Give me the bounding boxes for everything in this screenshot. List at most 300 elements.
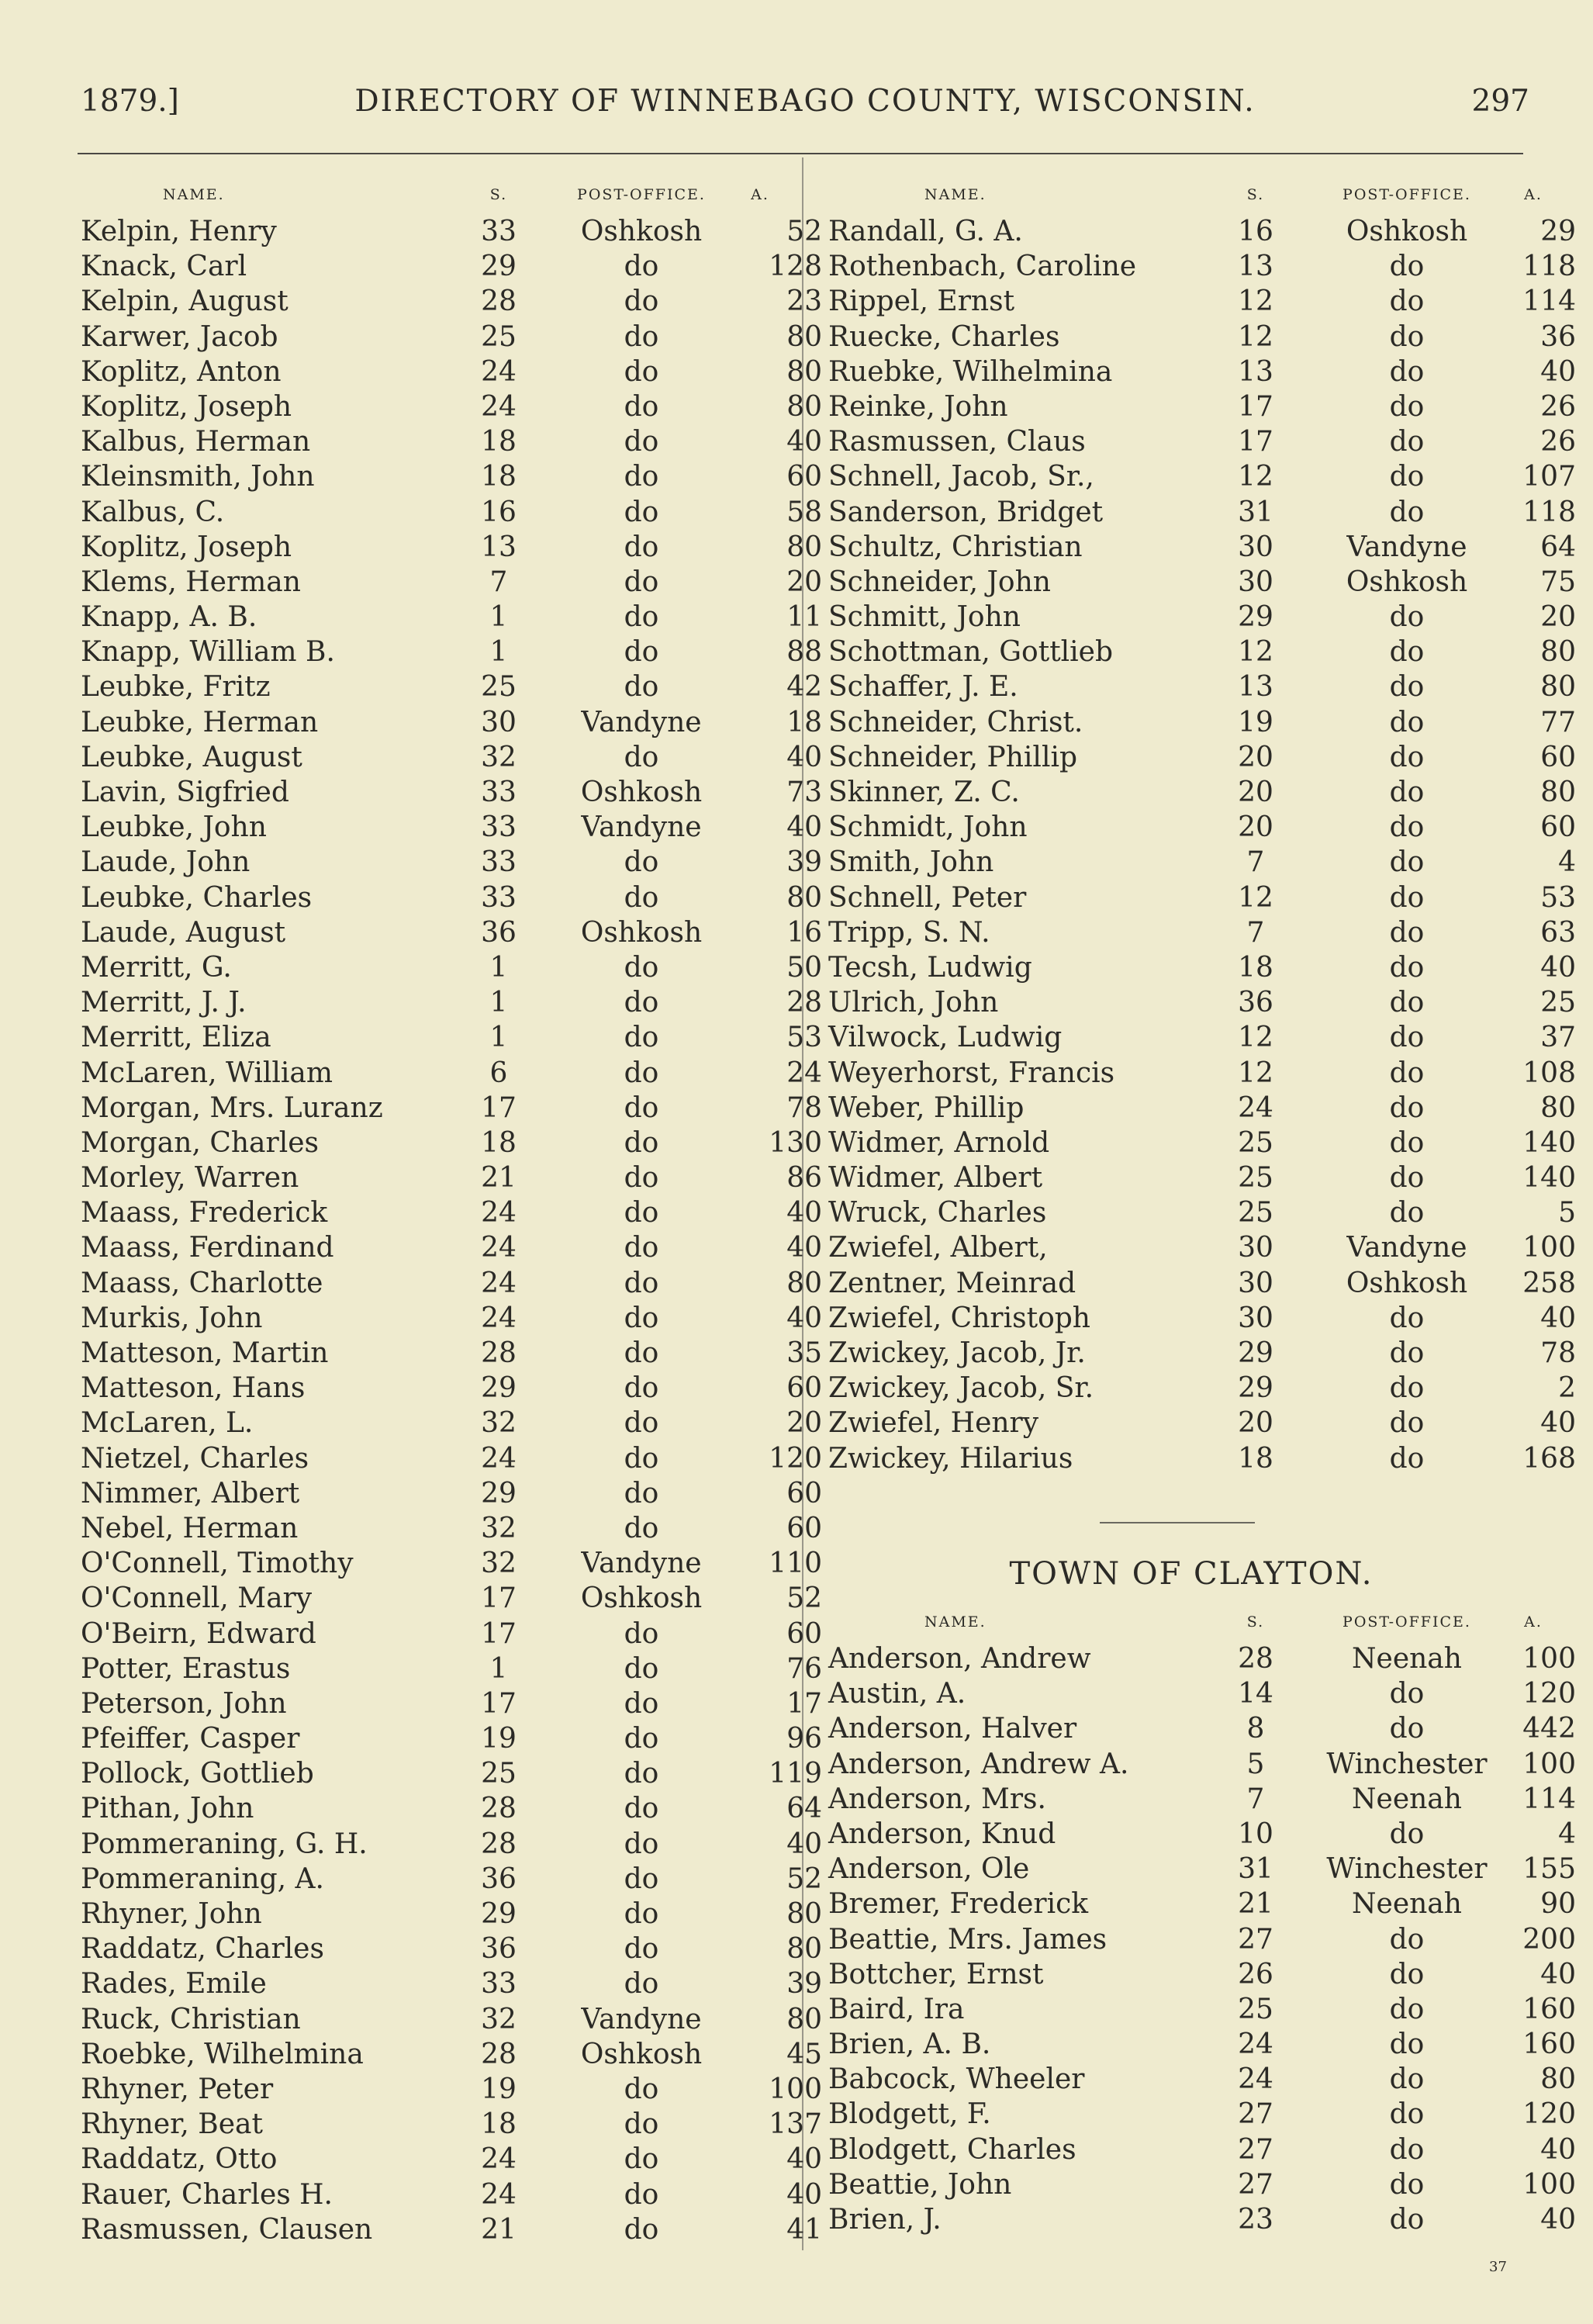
section-number: 19 <box>481 2073 517 2105</box>
post-office: do <box>624 2073 659 2105</box>
acreage: 73 <box>786 776 822 808</box>
section-number: 36 <box>481 1862 517 1895</box>
acreage: 100 <box>1522 1748 1576 1780</box>
post-office: do <box>624 951 659 984</box>
section-number: 24 <box>481 2143 517 2176</box>
section-number: 33 <box>481 846 517 879</box>
resident-name: Morgan, Mrs. Luranz <box>81 1091 383 1124</box>
acreage: 60 <box>786 1512 822 1544</box>
acreage: 42 <box>786 671 822 704</box>
section-number: 28 <box>481 1337 517 1369</box>
acreage: 100 <box>1522 1232 1576 1264</box>
post-office: do <box>624 426 659 458</box>
post-office: do <box>1389 776 1425 808</box>
section-number: 32 <box>481 741 517 773</box>
section-number: 36 <box>481 1933 517 1966</box>
resident-name: Ruebke, Wilhelmina <box>828 355 1113 388</box>
directory-row <box>78 2072 822 2107</box>
section-number: 29 <box>1238 1372 1273 1405</box>
directory-row <box>827 1817 1576 1852</box>
section-number: 28 <box>481 1828 517 1860</box>
post-office: do <box>624 461 659 493</box>
resident-name: Pollock, Gottlieb <box>81 1758 314 1790</box>
acreage: 11 <box>786 601 822 634</box>
post-office: Oshkosh <box>580 216 703 247</box>
resident-name: Schaffer, J. E. <box>828 671 1018 704</box>
post-office: do <box>1389 1091 1425 1124</box>
directory-row <box>827 389 1576 424</box>
acreage: 442 <box>1522 1713 1576 1745</box>
post-office: do <box>624 565 659 598</box>
post-office: do <box>624 1407 659 1440</box>
acreage: 80 <box>1540 671 1576 704</box>
section-number: 36 <box>1238 987 1273 1019</box>
resident-name: Leubke, Charles <box>81 881 313 914</box>
post-office: do <box>624 496 659 528</box>
directory-row <box>827 530 1576 565</box>
directory-row <box>827 1887 1576 1921</box>
directory-row <box>78 2177 822 2212</box>
resident-name: Skinner, Z. C. <box>828 776 1020 808</box>
post-office: do <box>1389 1197 1425 1229</box>
resident-name: Rades, Emile <box>81 1968 267 2001</box>
resident-name: Roebke, Wilhelmina <box>81 2038 364 2070</box>
directory-row <box>827 1957 1576 1992</box>
col-header-post-office: POST-OFFICE. <box>1342 186 1471 203</box>
section-number: 33 <box>481 776 517 808</box>
acreage: 26 <box>1540 390 1576 423</box>
acreage: 137 <box>769 2108 822 2141</box>
directory-row <box>78 740 822 775</box>
acreage: 100 <box>1522 2168 1576 2201</box>
resident-name: Rothenbach, Caroline <box>828 251 1137 283</box>
col-header-post-office: POST-OFFICE. <box>577 186 706 203</box>
section-number: 17 <box>481 1617 517 1650</box>
resident-name: Bottcher, Ernst <box>828 1958 1044 1990</box>
section-number: 25 <box>1238 1197 1273 1229</box>
post-office: do <box>1389 2028 1425 2061</box>
resident-name: Ruck, Christian <box>81 2003 301 2035</box>
directory-row <box>78 1195 822 1230</box>
resident-name: Rhyner, Beat <box>81 2108 263 2141</box>
acreage: 80 <box>1540 2063 1576 2096</box>
post-office: do <box>624 1793 659 1825</box>
post-office: do <box>624 285 659 318</box>
acreage: 39 <box>786 1968 822 2001</box>
post-office: do <box>1389 671 1425 704</box>
directory-row <box>78 1160 822 1195</box>
directory-row <box>827 740 1576 775</box>
post-office: do <box>624 1337 659 1369</box>
post-office: do <box>624 1126 659 1159</box>
resident-name: Nimmer, Albert <box>81 1477 300 1510</box>
acreage: 114 <box>1522 285 1576 318</box>
directory-row <box>827 2167 1576 2202</box>
post-office: Oshkosh <box>580 916 703 949</box>
section-number: 5 <box>1246 1748 1265 1780</box>
resident-name: O'Beirn, Edward <box>81 1617 316 1650</box>
resident-name: Blodgett, F. <box>828 2098 991 2131</box>
acreage: 39 <box>786 846 822 879</box>
section-number: 14 <box>1238 1678 1273 1710</box>
section-number: 7 <box>1246 916 1265 949</box>
acreage: 75 <box>1540 565 1576 598</box>
directory-row <box>78 810 822 845</box>
resident-name: O'Connell, Mary <box>81 1582 313 1615</box>
resident-name: McLaren, L. <box>81 1407 254 1440</box>
section-number: 25 <box>481 671 517 704</box>
post-office: do <box>624 846 659 879</box>
section-number: 7 <box>1246 846 1265 879</box>
section-number: 20 <box>1238 811 1273 844</box>
section-number: 18 <box>481 2108 517 2141</box>
acreage: 35 <box>786 1337 822 1369</box>
acreage: 60 <box>1540 811 1576 844</box>
section-number: 20 <box>1238 776 1273 808</box>
resident-name: Schultz, Christian <box>828 531 1083 563</box>
section-number: 1 <box>489 1652 508 1685</box>
post-office: do <box>624 1477 659 1510</box>
section-number: 1 <box>489 951 508 984</box>
clayton-section <box>827 1607 1576 2237</box>
post-office: do <box>1389 2063 1425 2096</box>
directory-row <box>78 424 822 459</box>
post-office: Oshkosh <box>580 776 703 808</box>
acreage: 40 <box>786 811 822 844</box>
acreage: 24 <box>786 1057 822 1089</box>
resident-name: Lavin, Sigfried <box>81 776 289 808</box>
resident-name: Knapp, A. B. <box>81 601 257 634</box>
post-office: do <box>624 1617 659 1650</box>
section-number: 1 <box>489 636 508 669</box>
post-office: Winchester <box>1326 1748 1488 1780</box>
resident-name: Schneider, Christ. <box>828 706 1083 738</box>
acreage: 160 <box>1522 1993 1576 2025</box>
resident-name: Smith, John <box>828 846 994 879</box>
post-office: do <box>624 671 659 704</box>
directory-row <box>78 1931 822 1966</box>
section-number: 32 <box>481 2003 517 2035</box>
col-header-section: S. <box>1246 1613 1265 1631</box>
directory-row <box>78 1721 822 1756</box>
acreage: 23 <box>786 285 822 318</box>
signature-mark: 37 <box>1489 2259 1507 2275</box>
directory-row <box>827 1266 1576 1301</box>
directory-row <box>78 1897 822 1931</box>
post-office: do <box>624 1968 659 2001</box>
acreage: 80 <box>786 1898 822 1930</box>
acreage: 160 <box>1522 2028 1576 2061</box>
post-office: do <box>1389 1126 1425 1159</box>
directory-row <box>78 284 822 319</box>
acreage: 140 <box>1522 1162 1576 1195</box>
resident-name: Morley, Warren <box>81 1162 299 1195</box>
section-number: 12 <box>1238 285 1273 318</box>
post-office: do <box>1389 636 1425 669</box>
post-office: do <box>1389 2133 1425 2166</box>
post-office: do <box>624 1197 659 1229</box>
resident-name: Kleinsmith, John <box>81 461 315 493</box>
resident-name: Matteson, Martin <box>81 1337 329 1369</box>
acreage: 80 <box>1540 1091 1576 1124</box>
directory-row <box>827 810 1576 845</box>
directory-row <box>78 1230 822 1265</box>
section-number: 18 <box>481 426 517 458</box>
resident-name: Anderson, Mrs. <box>828 1783 1046 1815</box>
directory-row <box>78 214 822 249</box>
acreage: 110 <box>769 1548 822 1580</box>
post-office: do <box>624 1267 659 1299</box>
directory-row <box>78 2142 822 2177</box>
resident-name: Knack, Carl <box>81 251 247 283</box>
post-office: Vandyne <box>1346 1232 1467 1264</box>
col-header-section: S. <box>1246 186 1265 203</box>
post-office: do <box>1389 951 1425 984</box>
header-rule <box>78 153 1523 154</box>
section-number: 29 <box>1238 1337 1273 1369</box>
directory-row <box>827 459 1576 494</box>
resident-name: Reinke, John <box>828 390 1008 423</box>
resident-name: Peterson, John <box>81 1687 287 1720</box>
resident-name: Leubke, Herman <box>81 706 319 738</box>
post-office: do <box>1389 987 1425 1019</box>
resident-name: Blodgett, Charles <box>828 2133 1076 2166</box>
acreage: 40 <box>1540 2204 1576 2236</box>
resident-name: Raddatz, Otto <box>81 2143 278 2176</box>
acreage: 118 <box>1522 496 1576 528</box>
resident-name: Kelpin, August <box>81 285 289 318</box>
acreage: 80 <box>1540 776 1576 808</box>
section-number: 24 <box>1238 2063 1273 2096</box>
resident-name: Pommeraning, G. H. <box>81 1828 368 1860</box>
section-number: 21 <box>1238 1888 1273 1921</box>
section-number: 29 <box>481 251 517 283</box>
directory-row <box>78 985 822 1020</box>
section-number: 12 <box>1238 320 1273 353</box>
post-office: do <box>624 1687 659 1720</box>
post-office: do <box>1389 1022 1425 1054</box>
resident-name: Rhyner, Peter <box>81 2073 274 2105</box>
section-number: 29 <box>1238 601 1273 634</box>
section-number: 24 <box>481 1197 517 1229</box>
post-office: do <box>1389 251 1425 283</box>
acreage: 114 <box>1522 1783 1576 1815</box>
acreage: 107 <box>1522 461 1576 493</box>
section-number: 24 <box>1238 1091 1273 1124</box>
acreage: 29 <box>1540 216 1576 247</box>
post-office: do <box>624 531 659 563</box>
directory-row <box>78 1581 822 1616</box>
acreage: 18 <box>786 706 822 738</box>
resident-name: Merritt, J. J. <box>81 987 247 1019</box>
resident-name: Leubke, August <box>81 741 302 773</box>
directory-row <box>827 950 1576 985</box>
directory-row <box>78 1862 822 1897</box>
post-office: do <box>1389 1057 1425 1089</box>
acreage: 120 <box>769 1442 822 1475</box>
directory-row <box>827 424 1576 459</box>
acreage: 155 <box>1522 1853 1576 1886</box>
resident-name: Schneider, John <box>828 565 1051 598</box>
post-office: Neenah <box>1352 1888 1462 1921</box>
directory-row <box>827 1230 1576 1265</box>
resident-name: Karwer, Jacob <box>81 320 278 353</box>
acreage: 80 <box>786 2003 822 2035</box>
acreage: 58 <box>786 496 822 528</box>
acreage: 40 <box>1540 2133 1576 2166</box>
post-office: do <box>1389 1713 1425 1745</box>
directory-row <box>827 1782 1576 1817</box>
section-number: 32 <box>481 1548 517 1580</box>
acreage: 80 <box>786 531 822 563</box>
resident-name: Matteson, Hans <box>81 1372 306 1405</box>
section-number: 13 <box>1238 251 1273 283</box>
acreage: 40 <box>1540 1302 1576 1334</box>
acreage: 90 <box>1540 1888 1576 1921</box>
directory-row <box>78 2002 822 2037</box>
section-number: 28 <box>1238 1643 1273 1675</box>
directory-row <box>78 1651 822 1686</box>
section-number: 33 <box>481 216 517 247</box>
directory-row <box>827 600 1576 635</box>
clayton-table-header <box>827 1607 1556 1641</box>
acreage: 40 <box>1540 355 1576 388</box>
section-number: 1 <box>489 1022 508 1054</box>
section-number: 18 <box>1238 951 1273 984</box>
resident-name: McLaren, William <box>81 1057 333 1089</box>
directory-row <box>827 1641 1576 1676</box>
post-office: do <box>624 2213 659 2246</box>
acreage: 119 <box>769 1758 822 1790</box>
acreage: 60 <box>786 1617 822 1650</box>
resident-name: Laude, John <box>81 846 251 879</box>
section-number: 32 <box>481 1512 517 1544</box>
post-office: do <box>624 1512 659 1544</box>
resident-name: Zwiefel, Albert, <box>828 1232 1048 1264</box>
left-table-body <box>78 214 822 2247</box>
section-number: 24 <box>481 1267 517 1299</box>
post-office: do <box>624 1232 659 1264</box>
post-office: Oshkosh <box>580 1582 703 1615</box>
section-number: 30 <box>481 706 517 738</box>
post-office: do <box>1389 2204 1425 2236</box>
section-number: 27 <box>1238 2133 1273 2166</box>
post-office: do <box>624 1828 659 1860</box>
resident-name: Koplitz, Anton <box>81 355 282 388</box>
post-office: do <box>1389 426 1425 458</box>
post-office: do <box>624 251 659 283</box>
directory-row <box>78 2107 822 2142</box>
post-office: do <box>624 1933 659 1966</box>
directory-row <box>827 1922 1576 1957</box>
acreage: 4 <box>1558 1817 1576 1850</box>
resident-name: Wruck, Charles <box>828 1197 1047 1229</box>
directory-row <box>78 565 822 600</box>
resident-name: Merritt, G. <box>81 951 232 984</box>
resident-name: Rippel, Ernst <box>828 285 1015 318</box>
acreage: 100 <box>769 2073 822 2105</box>
section-number: 24 <box>481 1302 517 1334</box>
post-office: do <box>624 2143 659 2176</box>
directory-row <box>78 495 822 530</box>
resident-name: Baird, Ira <box>828 1993 965 2025</box>
resident-name: Anderson, Ole <box>828 1853 1030 1886</box>
section-number: 10 <box>1238 1817 1273 1850</box>
post-office: do <box>1389 1372 1425 1405</box>
section-number: 6 <box>489 1057 508 1089</box>
directory-row <box>78 1827 822 1862</box>
post-office: do <box>1389 1993 1425 2025</box>
directory-row <box>827 1056 1576 1091</box>
section-number: 30 <box>1238 1232 1273 1264</box>
post-office: Vandyne <box>581 706 702 738</box>
directory-row <box>78 775 822 810</box>
acreage: 60 <box>786 1477 822 1510</box>
post-office: do <box>1389 2098 1425 2131</box>
section-number: 31 <box>1238 496 1273 528</box>
directory-row <box>827 1126 1576 1160</box>
header-title: DIRECTORY OF WINNEBAGO COUNTY, WISCONSIN. <box>354 84 1256 119</box>
acreage: 64 <box>1540 531 1576 563</box>
post-office: do <box>624 1862 659 1895</box>
post-office: do <box>1389 706 1425 738</box>
section-number: 30 <box>1238 565 1273 598</box>
section-number: 16 <box>481 496 517 528</box>
directory-row <box>78 459 822 494</box>
section-number: 27 <box>1238 2168 1273 2201</box>
resident-name: Kalbus, Herman <box>81 426 311 458</box>
acreage: 25 <box>1540 987 1576 1019</box>
directory-row <box>827 1091 1576 1126</box>
acreage: 40 <box>786 1197 822 1229</box>
resident-name: Zwickey, Hilarius <box>828 1442 1073 1475</box>
directory-row <box>827 495 1576 530</box>
col-header-post-office: POST-OFFICE. <box>1342 1613 1471 1631</box>
col-header-acres: A. <box>1524 1613 1543 1631</box>
acreage: 130 <box>769 1126 822 1159</box>
directory-row <box>78 1336 822 1371</box>
section-rule <box>1100 1522 1255 1523</box>
section-number: 16 <box>1238 216 1273 247</box>
post-office: do <box>624 2178 659 2211</box>
right-table-body <box>827 214 1576 1476</box>
acreage: 20 <box>786 1407 822 1440</box>
section-number: 25 <box>481 320 517 353</box>
directory-row <box>827 1992 1576 2027</box>
section-number: 17 <box>481 1582 517 1615</box>
resident-name: Pfeiffer, Casper <box>81 1723 300 1755</box>
directory-row <box>78 1406 822 1440</box>
post-office: Vandyne <box>581 2003 702 2035</box>
acreage: 50 <box>786 951 822 984</box>
section-number: 17 <box>481 1687 517 1720</box>
directory-row <box>78 1756 822 1791</box>
resident-name: Zentner, Meinrad <box>828 1267 1076 1299</box>
acreage: 168 <box>1522 1442 1576 1475</box>
section-number: 26 <box>1238 1958 1273 1990</box>
acreage: 88 <box>786 636 822 669</box>
post-office: do <box>624 320 659 353</box>
section-number: 1 <box>489 987 508 1019</box>
section-number: 20 <box>1238 1407 1273 1440</box>
section-number: 13 <box>1238 355 1273 388</box>
directory-row <box>827 1711 1576 1746</box>
section-number: 33 <box>481 1968 517 2001</box>
resident-name: Bremer, Frederick <box>828 1888 1089 1921</box>
section-number: 12 <box>1238 461 1273 493</box>
section-number: 24 <box>481 1232 517 1264</box>
acreage: 5 <box>1558 1197 1576 1229</box>
